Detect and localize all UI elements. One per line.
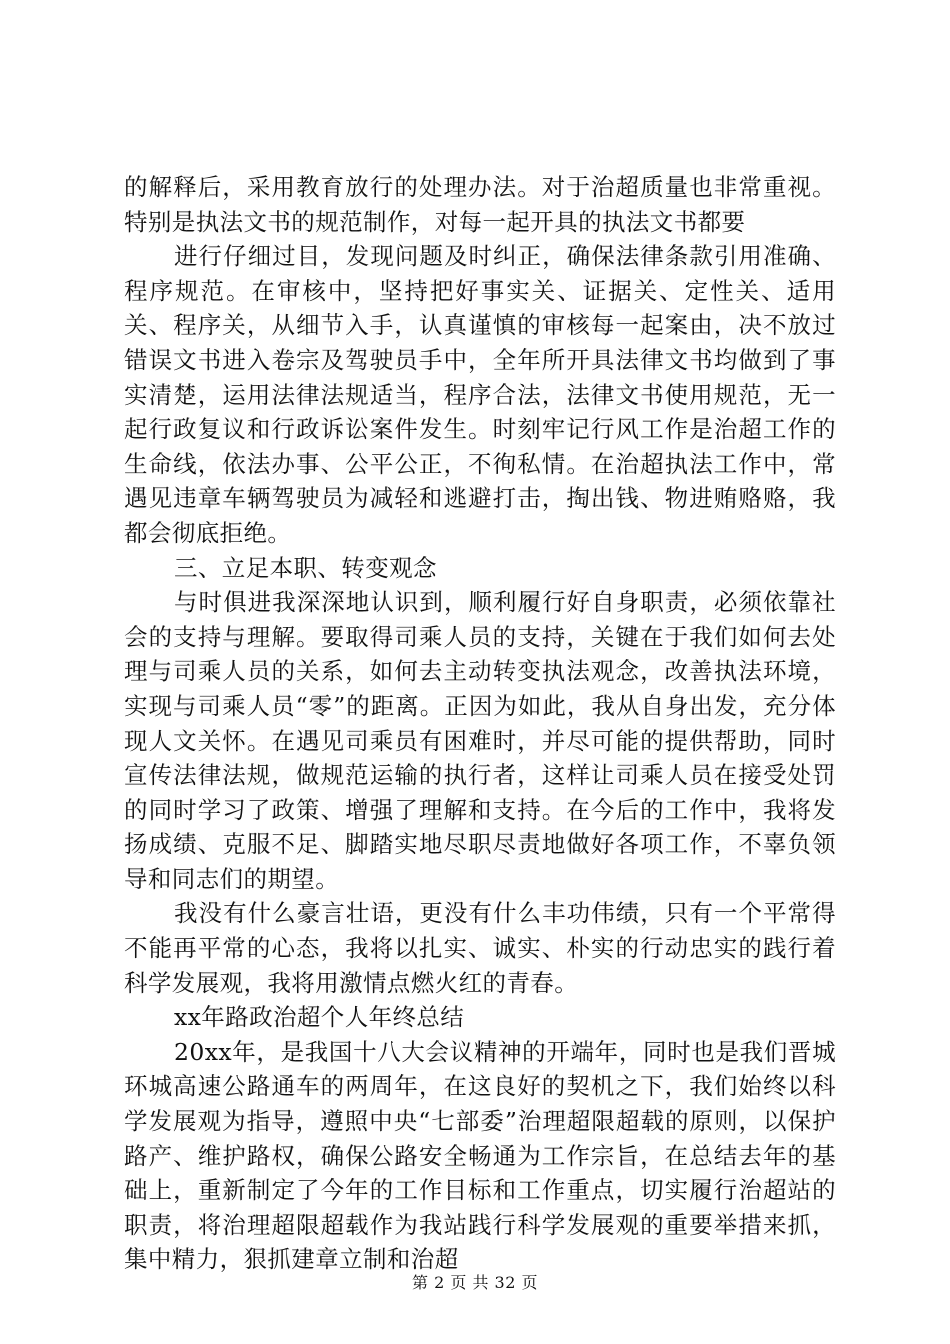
paragraph-attitude: 与时俱进我深深地认识到，顺利履行好自身职责，必须依靠社会的支持与理解。要取得司乘人员的支持，关键在于我们如何去处理与司乘人员的关系，如何去主动转变执法观念，改善执法环境，实现与司乘人员“零”的距离。正因为如此，我从自身出发，充分体现人文关怀。在遇见司乘员有困难时，并尽可能的提供帮助，同时宣传法律法规，做规范运输的执行者，这样让司乘人员在接受处罚的同时学习了政策、增强了理解和支持。在今后的工作中，我将发扬成绩、克服不足、脚踏实地尽职尽责地做好各项工作，不辜负领导和同志们的期望。 [124,588,836,893]
document-body [124,170,836,1277]
paragraph-review: 进行仔细过目，发现问题及时纠正，确保法律条款引用准确、程序规范。在审核中，坚持把好事实关、证据关、定性关、适用关、程序关，从细节入手，认真谨慎的审核每一起案由，决不放过错误文书进入卷宗及驾驶员手中，全年所开具法律文书均做到了事实清楚，运用法律法规适当，程序合法，法律文书使用规范，无一起行政复议和行政诉讼案件发生。时刻牢记行风工作是治超工作的生命线，依法办事、公平公正，不徇私情。在治超执法工作中，常遇见违章车辆驾驶员为减轻和逃避打击，掏出钱、物进贿赂赂，我都会彻底拒绝。 [124,242,836,547]
paragraph-closing: 我没有什么豪言壮语，更没有什么丰功伟绩，只有一个平常得不能再平常的心态，我将以扎实、诚实、朴实的行动忠实的践行着科学发展观，我将用激情点燃火红的青春。 [124,899,836,997]
document-subtitle: xx年路政治超个人年终总结 [174,1003,465,1032]
page-footer: 第 2 页 共 32 页 [412,1273,538,1292]
paragraph-summary-intro: 20xx年，是我国十八大会议精神的开端年，同时也是我们晋城环城高速公路通车的两周年，在这良好的契机之下，我们始终以科学发展观为指导，遵照中央“七部委”治理超限超载的原则，以保护路产、维护路权，确保公路安全畅通为工作宗旨，在总结去年的基础上，重新制定了今年的工作目标和工作重点，切实履行治超站的职责，将治理超限超载作为我站践行科学发展观的重要举措来抓，集中精力，狠抓建章立制和治超 [124,1037,836,1274]
section-heading-3: 三、立足本职、转变观念 [174,553,437,582]
paragraph-continuation: 的解释后，采用教育放行的处理办法。对于治超质量也非常重视。特别是执法文书的规范制作，对每一起开具的执法文书都要 [124,173,836,236]
